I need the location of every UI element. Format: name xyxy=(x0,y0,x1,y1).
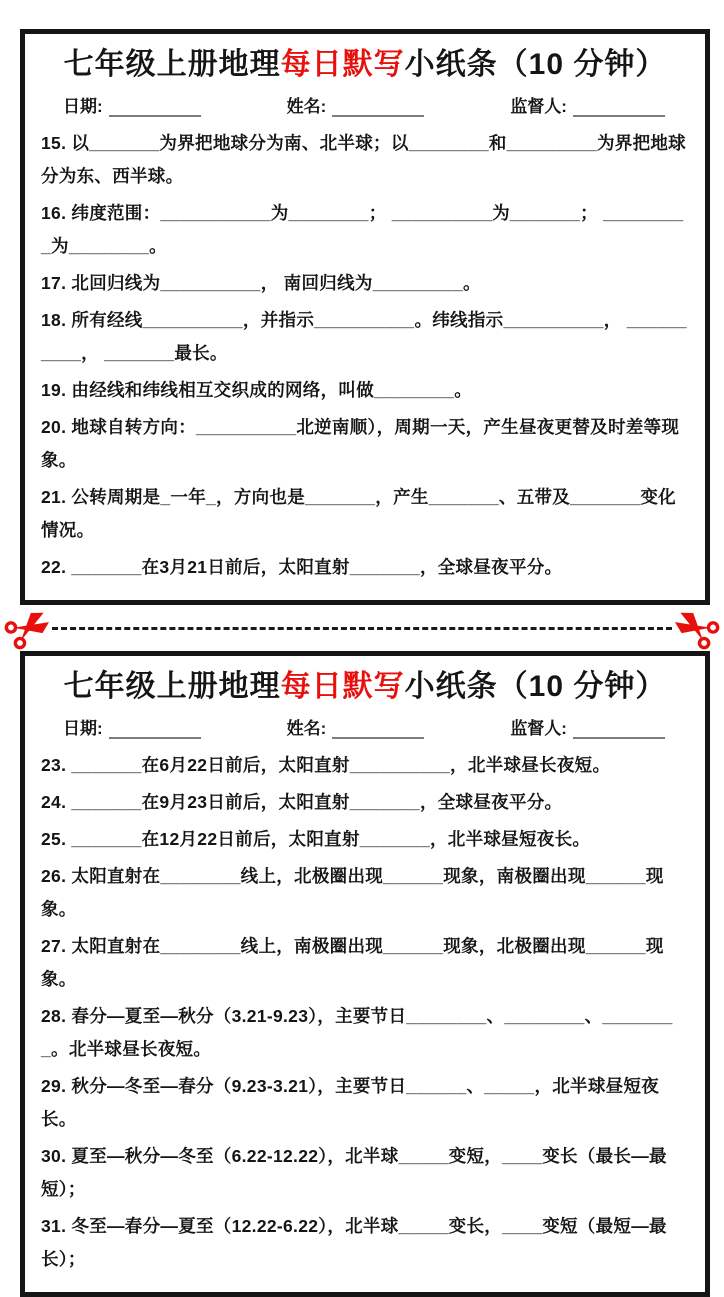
scissors-icon xyxy=(0,601,56,654)
supervisor-field xyxy=(510,92,665,117)
question-item-28: 28. 春分—夏至—秋分（3.21-9.23），主要节日________、________、________。北半球昼长夜短。 xyxy=(41,1006,673,1059)
date-blank-line xyxy=(109,101,201,117)
question-item-26: 26. 太阳直射在________线上，北极圈出现______现象，南极圈出现______现象。 xyxy=(41,866,664,919)
name-blank-line xyxy=(332,101,424,117)
name-field xyxy=(287,92,425,117)
slip-title xyxy=(41,664,689,710)
question-item-27: 27. 太阳直射在________线上，南极圈出现______现象，北极圈出现______现象。 xyxy=(41,936,664,989)
worksheet-slip-bottom xyxy=(20,651,710,1297)
question-item-24: 24. _______在9月23日前后，太阳直射_______，全球昼夜平分。 xyxy=(41,792,563,812)
question-item-16: 16. 纬度范围：___________为________； __________为_______； _________为________。 xyxy=(41,203,684,256)
question-item-20: 20. 地球自转方向：__________北逆南顺），周期一天，产生昼夜更替及时差等现象。 xyxy=(41,417,680,470)
scissors-icon xyxy=(668,601,724,654)
slip-title xyxy=(41,42,689,88)
supervisor-blank-line xyxy=(573,723,665,739)
supervisor-blank-line xyxy=(573,101,665,117)
cut-line xyxy=(0,605,724,651)
supervisor-label: 监督人: xyxy=(510,97,567,116)
title-suffix: 小纸条（10 分钟） xyxy=(404,48,667,81)
date-label: 日期: xyxy=(63,719,103,738)
name-label: 姓名: xyxy=(286,719,327,738)
date-label: 日期: xyxy=(63,97,103,116)
name-field xyxy=(287,714,425,739)
supervisor-field xyxy=(510,714,665,739)
date-blank-line xyxy=(109,723,201,739)
worksheet-slip-top xyxy=(20,29,710,605)
question-list xyxy=(41,749,689,1276)
name-blank-line xyxy=(332,723,424,739)
question-item-31: 31. 冬至—春分—夏至（12.22-6.22），北半球_____变长，____变短（最短—最长）； xyxy=(41,1216,667,1269)
dashed-cut-line xyxy=(52,627,672,630)
question-item-15: 15. 以_______为界把地球分为南、北半球；以________和_________为界把地球分为东、西半球。 xyxy=(41,133,686,186)
title-prefix: 七年级上册地理 xyxy=(63,670,281,703)
date-field xyxy=(63,92,201,117)
date-field xyxy=(63,714,201,739)
meta-row xyxy=(41,92,689,117)
question-item-25: 25. _______在12月22日前后，太阳直射_______，北半球昼短夜长。 xyxy=(41,829,591,849)
question-item-17: 17. 北回归线为__________， 南回归线为_________。 xyxy=(41,273,481,293)
question-item-30: 30. 夏至—秋分—冬至（6.22-12.22），北半球_____变短，____变长（最长—最短）； xyxy=(41,1146,667,1199)
title-highlight: 每日默写 xyxy=(280,48,405,81)
name-label: 姓名: xyxy=(286,97,327,116)
title-suffix: 小纸条（10 分钟） xyxy=(404,670,667,703)
question-item-22: 22. _______在3月21日前后，太阳直射_______，全球昼夜平分。 xyxy=(41,557,563,577)
title-prefix: 七年级上册地理 xyxy=(63,48,281,81)
question-item-18: 18. 所有经线__________，并指示__________。纬线指示__________， __________， _______最长。 xyxy=(41,310,687,363)
question-list xyxy=(41,127,689,584)
question-item-29: 29. 秋分—冬至—春分（9.23-3.21），主要节日______、_____，北半球昼短夜长。 xyxy=(41,1076,660,1129)
question-item-23: 23. _______在6月22日前后，太阳直射__________，北半球昼长夜短。 xyxy=(41,755,611,775)
question-item-21: 21. 公转周期是_一年_，方向也是_______，产生_______、五带及_______变化情况。 xyxy=(41,487,676,540)
question-item-19: 19. 由经线和纬线相互交织成的网络，叫做________。 xyxy=(41,380,473,400)
meta-row xyxy=(41,714,689,739)
title-highlight: 每日默写 xyxy=(280,670,405,703)
supervisor-label: 监督人: xyxy=(510,719,567,738)
